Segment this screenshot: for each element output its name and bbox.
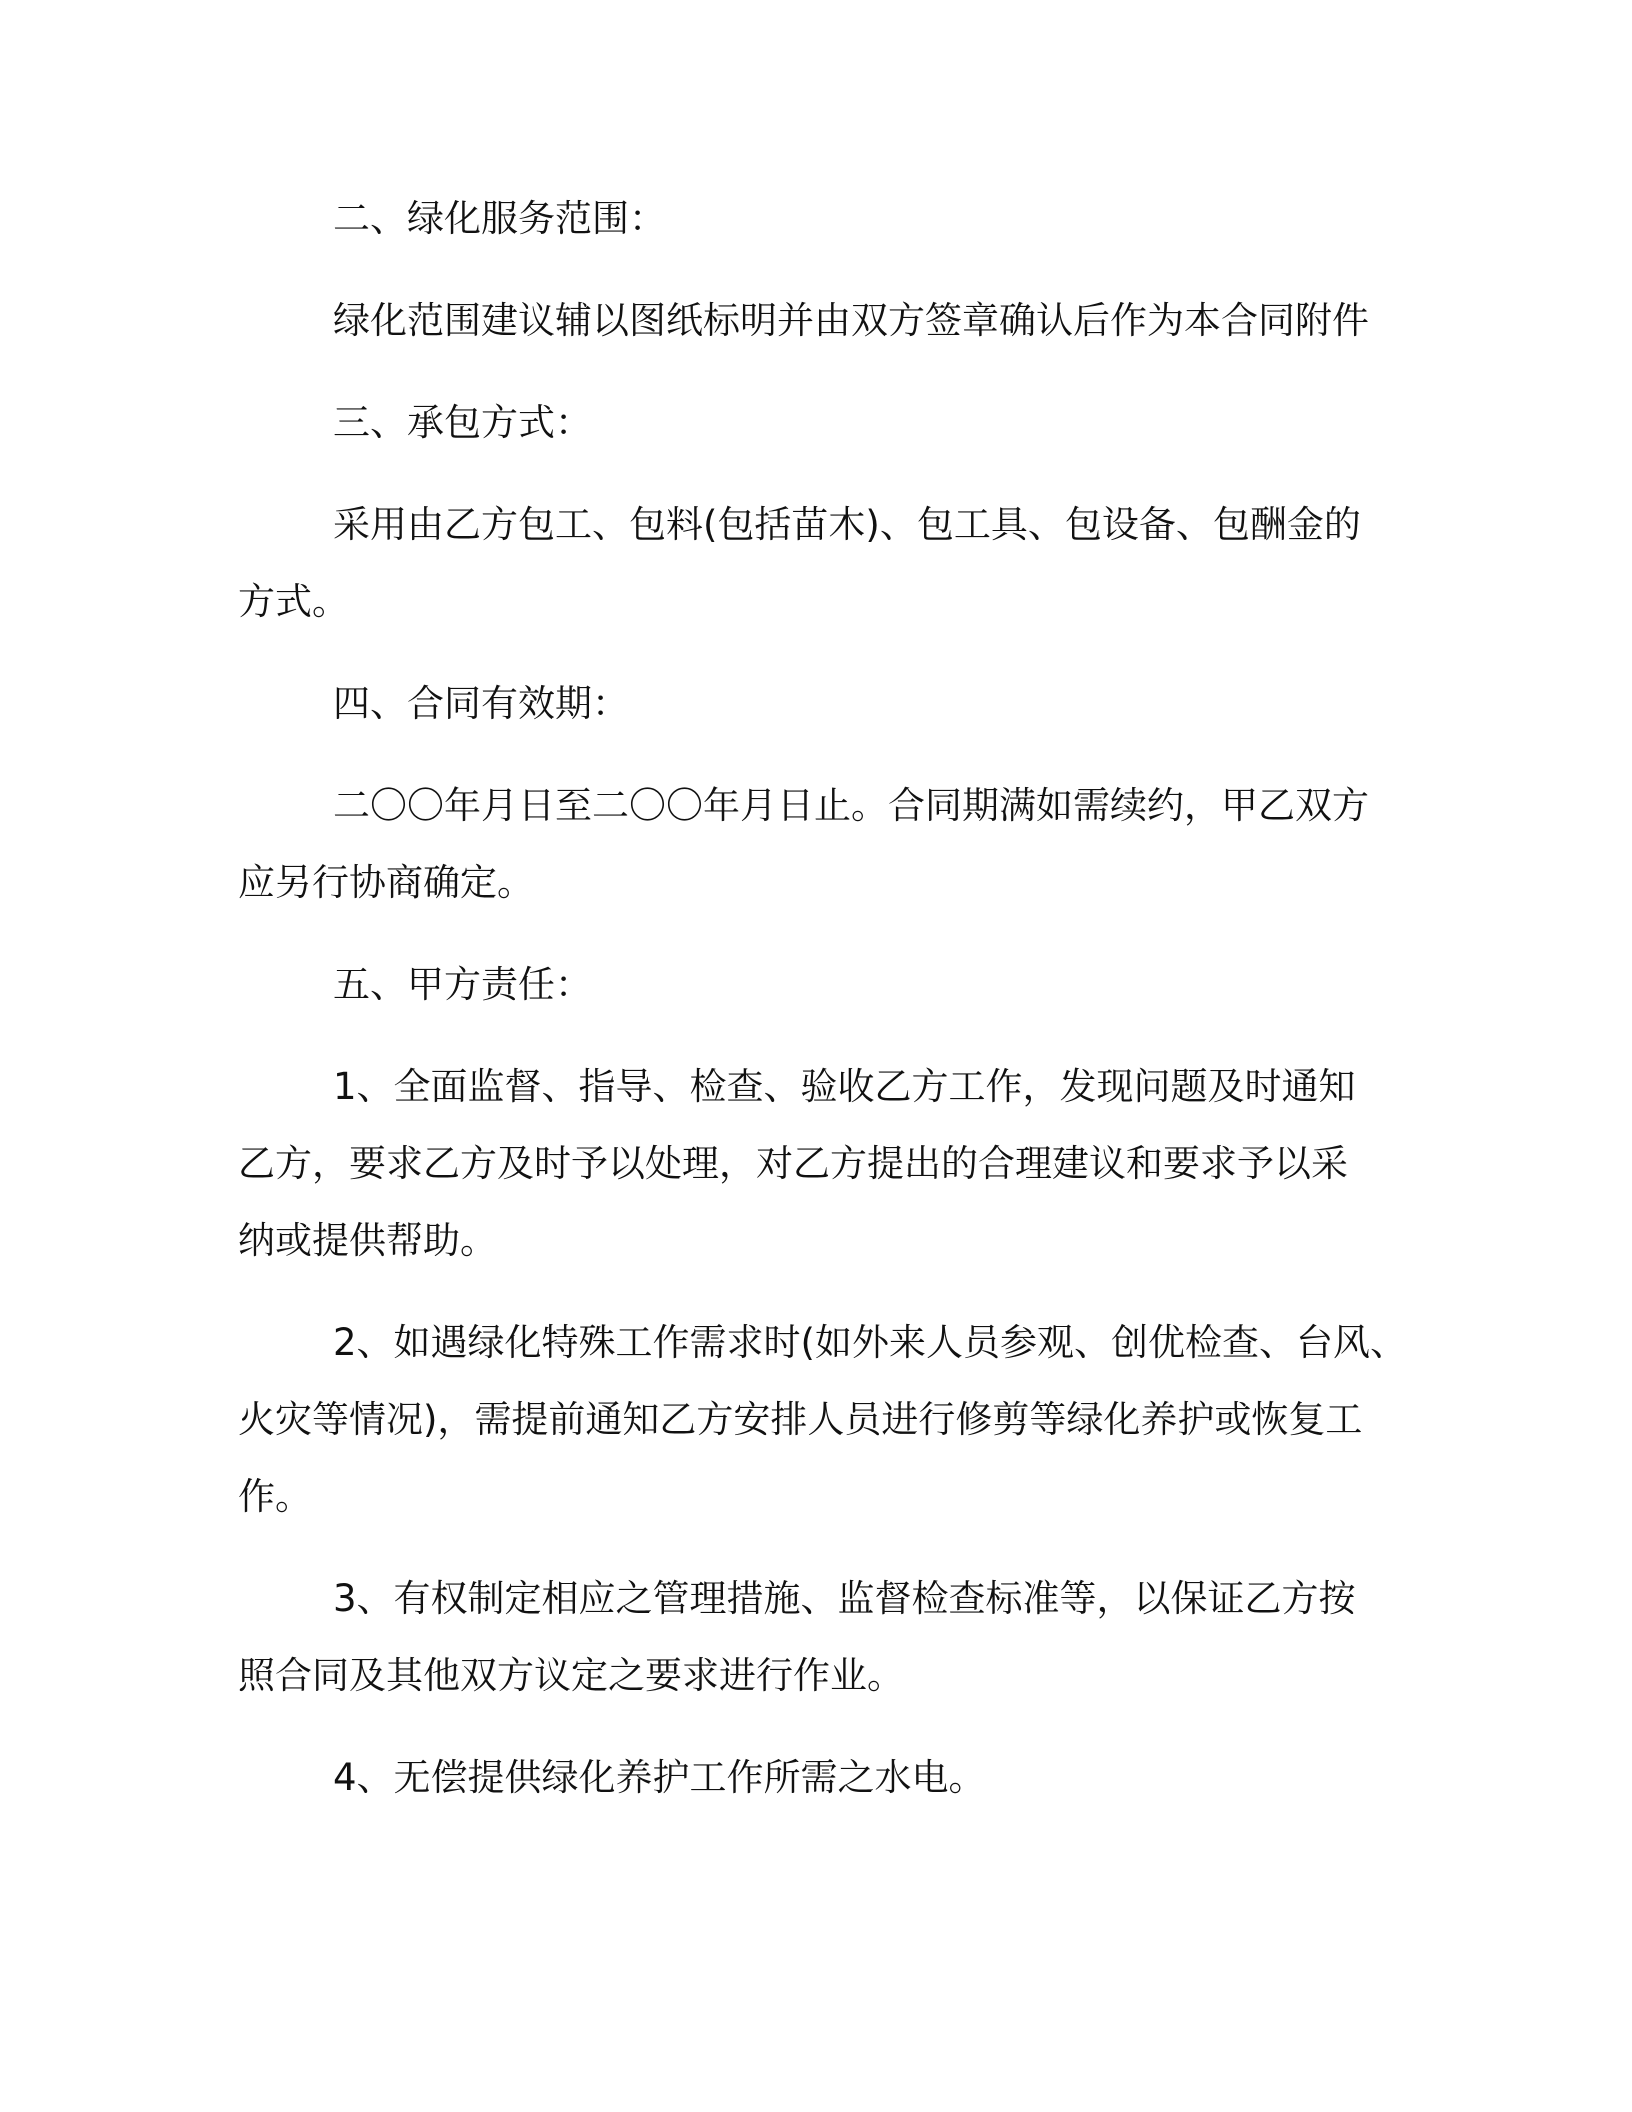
section-heading-contracting-method: 三、承包方式： (333, 401, 592, 444)
validity-text-line-2: 应另行协商确定。 (238, 861, 534, 904)
duty-2-line-2: 火灾等情况)，需提前通知乙方安排人员进行修剪等绿化养护或恢复工 (238, 1398, 1363, 1441)
section-heading-validity: 四、合同有效期： (333, 682, 629, 725)
duty-3-line-2: 照合同及其他双方议定之要求进行作业。 (238, 1654, 904, 1697)
scope-text-line-1: 绿化范围建议辅以图纸标明并由双方签章确认后作为本合同附件 (333, 299, 1369, 342)
method-text-line-1: 采用由乙方包工、包料(包括苗木)、包工具、包设备、包酬金的 (333, 503, 1361, 546)
duty-2-line-1: 2、如遇绿化特殊工作需求时(如外来人员参观、创优检查、台风、 (333, 1321, 1407, 1364)
section-heading-scope: 二、绿化服务范围： (333, 197, 666, 240)
validity-text-line-1: 二〇〇年月日至二〇〇年月日止。合同期满如需续约，甲乙双方 (333, 784, 1369, 827)
duty-1-line-3: 纳或提供帮助。 (238, 1219, 497, 1262)
duty-4-line-1: 4、无偿提供绿化养护工作所需之水电。 (333, 1756, 986, 1799)
duty-3-line-1: 3、有权制定相应之管理措施、监督检查标准等，以保证乙方按 (333, 1577, 1356, 1620)
duty-2-line-3: 作。 (238, 1475, 312, 1518)
duty-1-line-2: 乙方，要求乙方及时予以处理，对乙方提出的合理建议和要求予以采 (238, 1142, 1348, 1185)
method-text-line-2: 方式。 (238, 580, 349, 623)
duty-1-line-1: 1、全面监督、指导、检查、验收乙方工作，发现问题及时通知 (333, 1065, 1356, 1108)
section-heading-party-a-duties: 五、甲方责任： (333, 963, 592, 1006)
